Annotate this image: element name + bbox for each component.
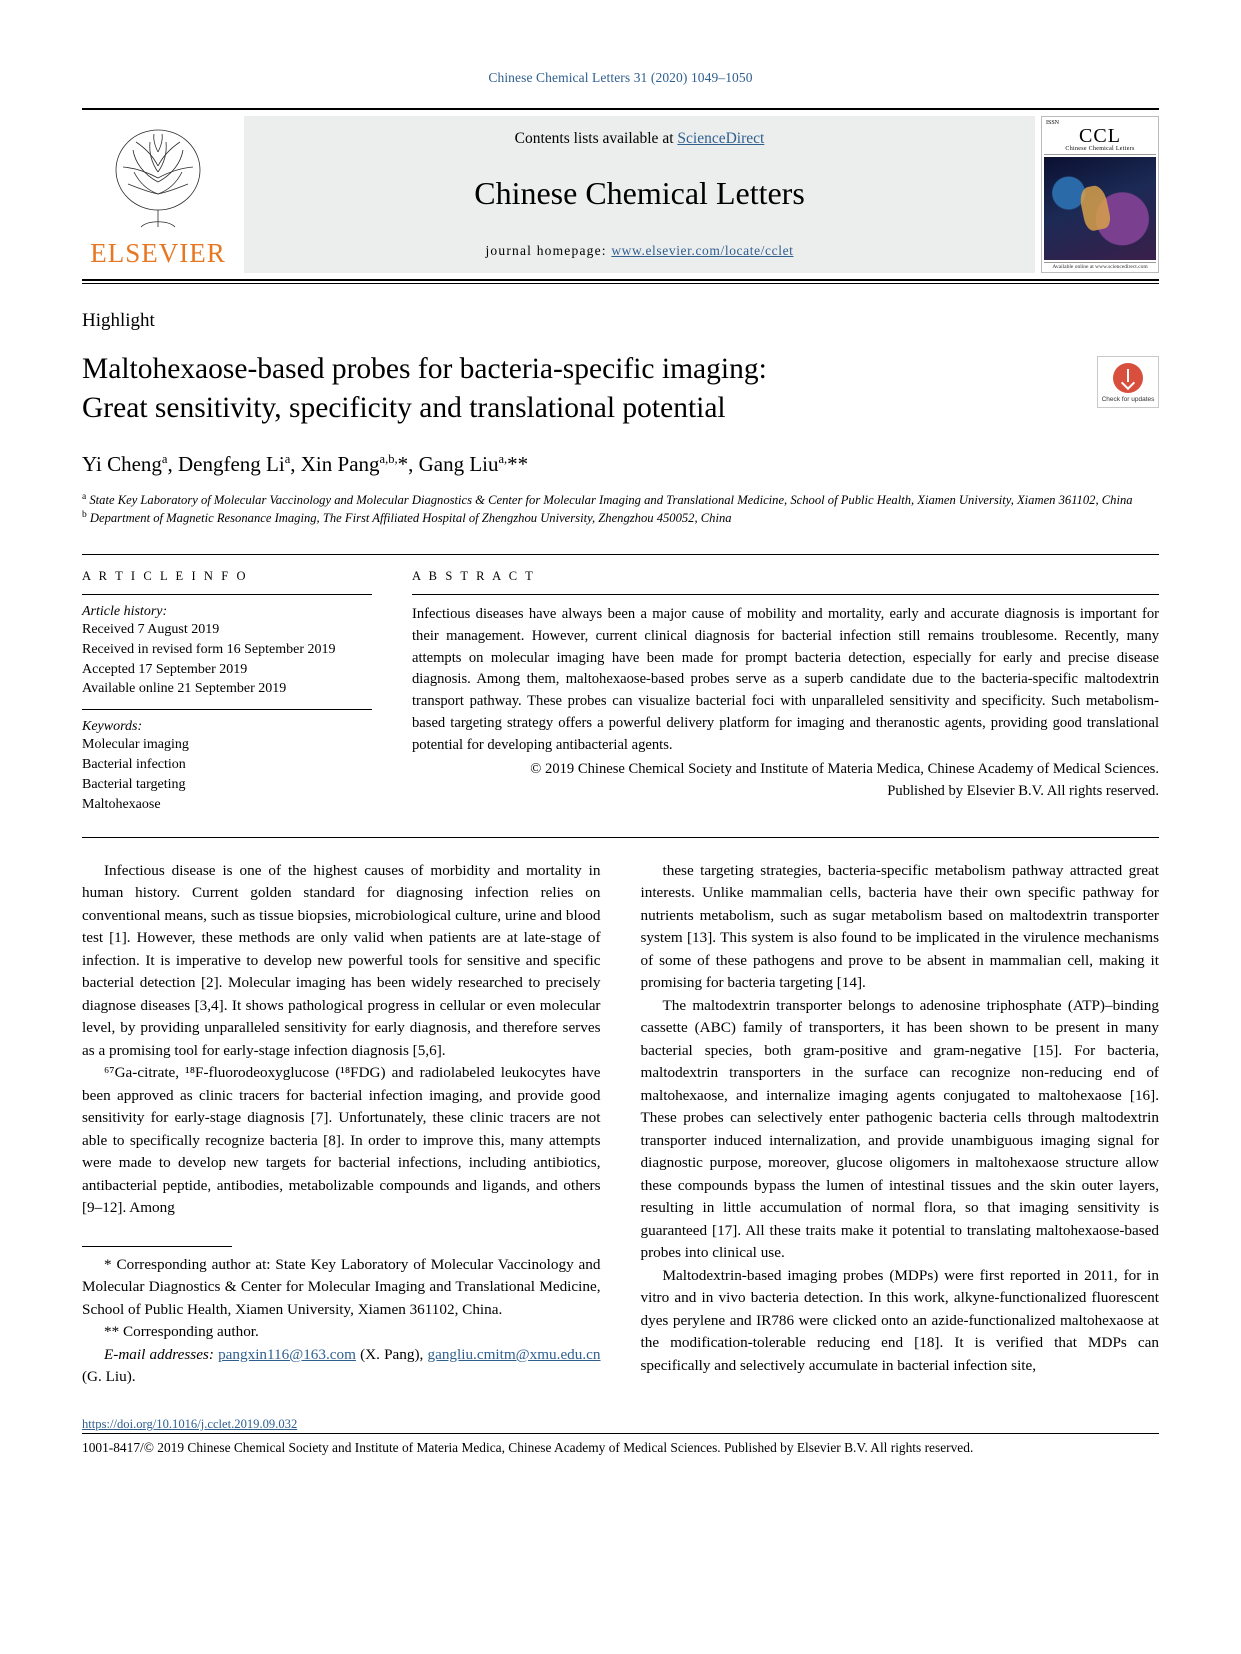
footnote-emails: [82, 1344, 601, 1389]
body-paragraph: Infectious disease is one of the highest causes of morbidity and mortality in human history. Current golden standard for diagnosing infection relies on conventional means, such as tissue biopsies, microbiological culture, urine and blood test [1]. However, these methods are only valid when patients are at late-stage of infection. It is imperative to develop new powerful tools for sensitive and specific bacterial detection [2]. Molecular imaging has been widely researched to precisely diagnose diseases [3,4]. It shows pathological progress in cellular or even molecular level, by providing unparalleled sensitivity for early diagnosis, and therefore serves as a promising tool for early-stage infection diagnosis [5,6].: [82, 861, 601, 1059]
masthead-bottom-hairline: [82, 283, 1159, 284]
elsevier-wordmark: ELSEVIER: [90, 238, 226, 268]
article-type: Highlight: [82, 310, 155, 331]
cover-title: CCL: [1079, 125, 1121, 147]
page-title: [82, 350, 767, 428]
keyword-item: Maltohexaose: [82, 796, 161, 812]
body-columns: [82, 860, 1159, 1389]
sciencedirect-link[interactable]: ScienceDirect: [677, 130, 765, 147]
email-owner-pang: (X. Pang),: [360, 1345, 424, 1363]
title-row: [82, 350, 1159, 428]
elsevier-tree-icon: [103, 122, 213, 234]
homepage-prefix: journal homepage:: [485, 243, 612, 258]
abstract-heading: A B S T R A C T: [412, 568, 536, 583]
article-info-heading: A R T I C L E I N F O: [82, 568, 249, 583]
footnote-rule: [82, 1246, 232, 1247]
article-history-heading: Article history:: [82, 603, 168, 619]
journal-masthead: [82, 108, 1159, 273]
cover-artwork: [1044, 157, 1156, 260]
page-footer: [82, 1415, 1159, 1456]
abstract-bottom-rule: [82, 837, 1159, 838]
info-abstract-section: [82, 569, 1159, 815]
cover-issn-badge: ISSN: [1046, 120, 1060, 126]
running-head: Chinese Chemical Letters 31 (2020) 1049–1050: [488, 70, 753, 85]
title-line-2: Great sensitivity, specificity and translational potential: [82, 391, 726, 424]
body-column-left: [82, 860, 601, 1389]
publisher-logo: [82, 116, 234, 273]
keywords-rule: [82, 709, 372, 710]
cover-footer-text: Available online at www.sciencedirect.com: [1044, 262, 1156, 270]
crossmark-icon: [1113, 363, 1143, 393]
copyright-line-1: © 2019 Chinese Chemical Society and Institute of Materia Medica, Chinese Academy of Medical Sciences.: [530, 760, 1159, 777]
affiliation-a: $^a$ State Key Laboratory of Molecular Vaccinology and Molecular Diagnostics & Center for Molecular Imaging and Translational Medicine, School of Public Health, Xiamen University, Xiamen 361102, China: [82, 491, 1133, 508]
history-item: Received 7 August 2019: [82, 621, 220, 637]
contents-prefix: Contents lists available at: [514, 130, 678, 147]
author-list: Yi Cheng$^a$, Dengfeng Li$^a$, Xin Pang$^{a,b,}$*, Gang Liu$^{a,}$**: [82, 451, 529, 476]
journal-title: Chinese Chemical Letters: [474, 175, 805, 211]
article-info-rule: [82, 594, 372, 595]
abstract-copyright: [412, 759, 1159, 803]
abstract-column: [412, 569, 1159, 815]
keywords-heading: Keywords:: [82, 719, 143, 735]
journal-homepage-link[interactable]: www.elsevier.com/locate/cclet: [611, 243, 794, 258]
abstract-rule: [412, 594, 1159, 595]
body-paragraph: The maltodextrin transporter belongs to adenosine triphosphate (ATP)–binding cassette (ABC) family of transporters, it has been shown to be present in many bacterial species, both gram-positive and gram-negative [15]. For bacteria, maltodextrin transporters in the surface can recognize non-reducing end of maltohexaose, and internalize imaging agents conjugated to maltohexaose [16]. These probes can selectively enter pathogenic bacteria cells through maltodextrin transporter induced internalization, and provide unambiguous imaging signal for diagnostic purpose, moreover, glucose oligomers in maltohexaose structure allow these compounds bypass the lumen of intestinal tissues and the skin outer layers, resulting in little accumulation of normal flora, so that imaging sensitivity is guaranteed [17]. All these traits make it potential to translating maltohexaose-based probes into clinical use.: [640, 996, 1159, 1262]
history-item: Accepted 17 September 2019: [82, 661, 248, 677]
footnote-corresponding-2: ** Corresponding author.: [104, 1323, 259, 1341]
history-item: Available online 21 September 2019: [82, 681, 287, 697]
email-link-pang[interactable]: pangxin116@163.com: [218, 1345, 356, 1363]
keyword-item: Molecular imaging: [82, 737, 189, 753]
affiliation-b-text: Department of Magnetic Resonance Imaging, The First Affiliated Hospital of Zhengzhou University, Zhengzhou 450052, China: [89, 511, 732, 526]
affiliation-a-text: State Key Laboratory of Molecular Vaccinology and Molecular Diagnostics & Center for Molecular Imaging and Translational Medicine, School of Public Health, Xiamen University, Xiamen 361102, China: [89, 493, 1133, 508]
footnotes: [82, 1246, 601, 1389]
abstract-text: Infectious diseases have always been a major cause of mobility and mortality, early and accurate diagnosis is important for their management. However, current clinical diagnosis for bacterial infection still remains troublesome. Recently, many attempts on molecular imaging have been made for prompt bacteria detection, especially for early and precise disease diagnosis. Among them, maltohexaose-based probes serve as a superb candidate due to the bacteria-specific maltodextrin transport pathway. These probes can visualize bacterial foci with unparalleled sensitivity and specificity. Such metabolism-based targeting strategy offers a powerful delivery platform for imaging and theranostic agents, providing good translational potential for developing antibacterial agents.: [412, 605, 1159, 754]
keyword-item: Bacterial infection: [82, 757, 186, 773]
title-line-1: Maltohexaose-based probes for bacteria-specific imaging:: [82, 353, 767, 385]
article-info-column: [82, 569, 412, 815]
journal-homepage-line: [244, 243, 1035, 259]
body-paragraph: ⁶⁷Ga-citrate, ¹⁸F-fluorodeoxyglucose (¹⁸FDG) and radiolabeled leukocytes have been approved as clinic tracers for bacterial infection imaging, and provide good sensitivity for early-stage diagnosis [7]. Unfortunately, these clinic tracers are not able to specifically recognize bacteria [8]. In order to improve this, many attempts were made to develop new targets for bacterial infections, including antibiotics, antibacterial peptide, antibodies, metabolizable compounds and ligands, and others [9–12]. Among: [82, 1064, 601, 1217]
info-section-top-rule: [82, 554, 1159, 555]
email-label: E-mail addresses:: [104, 1345, 214, 1363]
footer-rule: [82, 1433, 1159, 1434]
doi-link[interactable]: https://doi.org/10.1016/j.cclet.2019.09.032: [82, 1416, 298, 1431]
journal-center-block: [244, 116, 1035, 273]
copyright-line-2: Published by Elsevier B.V. All rights reserved.: [887, 782, 1159, 799]
issn-copyright-line: 1001-8417/© 2019 Chinese Chemical Society and Institute of Materia Medica, Chinese Academy of Medical Sciences. Published by Elsevier B.V. All rights reserved.: [82, 1439, 974, 1455]
body-paragraph: these targeting strategies, bacteria-specific metabolism pathway attracted great interests. Unlike mammalian cells, bacteria have their own specific pathway for nutrients metabolism, such as sugar metabolism based on maltodextrin transporter system [13]. This system is also found to be implicated in the virulence mechanisms of some of these pathogens and prove to be absent in mammalian cell, making it promising for bacteria targeting [14].: [640, 861, 1159, 992]
contents-available-line: [244, 130, 1035, 148]
email-link-liu[interactable]: gangliu.cmitm@xmu.edu.cn: [427, 1345, 601, 1363]
affiliation-b: $^b$ Department of Magnetic Resonance Imaging, The First Affiliated Hospital of Zhengzhou University, Zhengzhou 450052, China: [82, 510, 732, 526]
journal-cover-thumbnail: [1041, 116, 1159, 273]
crossmark-badge[interactable]: [1097, 356, 1159, 408]
footnote-corresponding-1: * Corresponding author at: State Key Laboratory of Molecular Vaccinology and Molecular Diagnostics & Center for Molecular Imaging and Translational Medicine, School of Public Health, Xiamen University, Xiamen 361102, China.: [82, 1255, 601, 1318]
email-owner-liu: (G. Liu).: [82, 1368, 136, 1386]
cover-subtitle: Chinese Chemical Letters: [1044, 146, 1156, 155]
crossmark-label: Check for updates: [1101, 396, 1155, 403]
masthead-bottom-rule: [82, 279, 1159, 281]
keyword-item: Bacterial targeting: [82, 777, 186, 792]
body-paragraph: Maltodextrin-based imaging probes (MDPs) were first reported in 2011, for in vitro and in vivo bacteria detection. In this work, alkyne-functionalized fluorescent dyes perylene and IR786 were clicked onto an azide-functionalized maltohexaose at the modification-tolerable reducing end [18]. It is verified that MDPs can specifically and selectively accumulate in bacterial infection site,: [640, 1266, 1159, 1374]
affiliations: [82, 491, 1159, 528]
body-column-right: [641, 860, 1160, 1389]
history-item: Received in revised form 16 September 2019: [82, 641, 336, 657]
